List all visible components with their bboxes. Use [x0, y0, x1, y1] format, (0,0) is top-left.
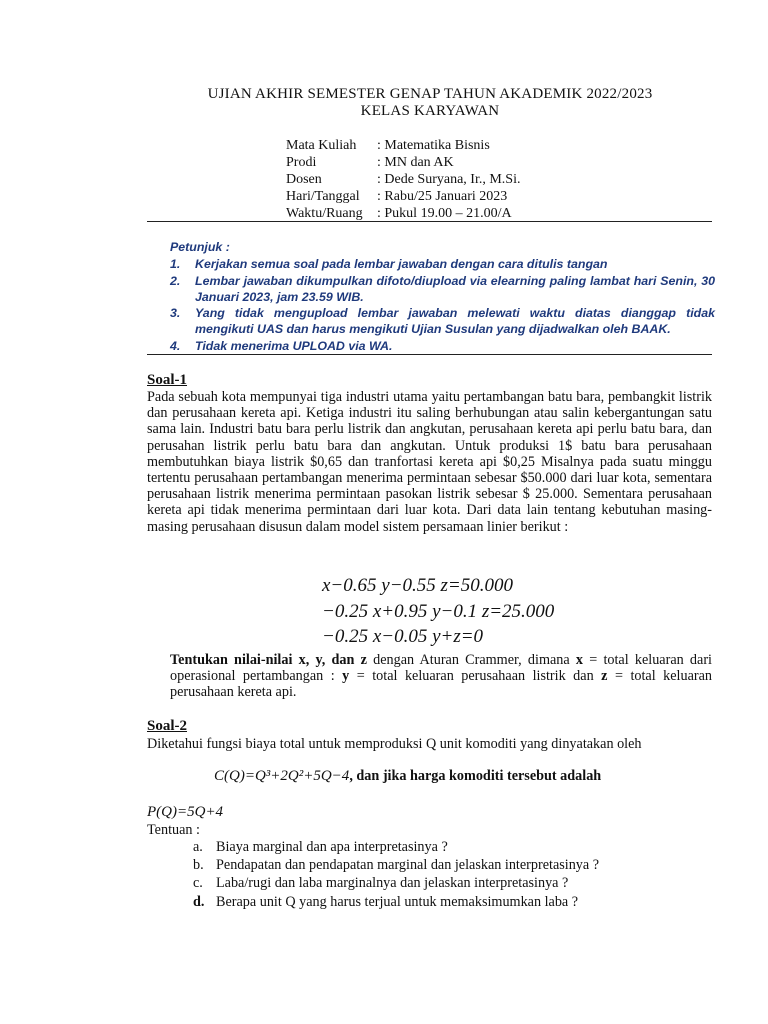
info-value: : Rabu/25 Januari 2023 [377, 189, 508, 204]
info-value: : Dede Suryana, Ir., M.Si. [377, 172, 521, 187]
list-text: Laba/rugi dan laba marginalnya dan jelaskan interpretasinya ? [216, 875, 569, 892]
info-label: Mata Kuliah [286, 138, 357, 153]
task-text: = total keluaran perusahaan listrik dan [349, 668, 602, 685]
info-row-time [286, 205, 520, 222]
cost-function: C(Q)=Q³+2Q²+5Q−4 [214, 768, 350, 784]
list-text: Pendapatan dan pendapatan marginal dan jelaskan interpretasinya ? [216, 857, 600, 874]
instruction-item [170, 256, 715, 272]
equation-3: −0.25 x−0.05 y+z=0 [322, 626, 484, 647]
var-z: z [601, 668, 608, 685]
list-mark: a. [193, 839, 203, 855]
list-item [193, 838, 599, 856]
instruction-number: 4. [170, 338, 181, 353]
soal2-heading: Soal-2 [147, 718, 188, 734]
instruction-item [170, 338, 715, 354]
instruction-number: 3. [170, 306, 181, 321]
info-row-program [286, 154, 520, 171]
info-value: : MN dan AK [377, 155, 454, 170]
soal2-intro: Diketahui fungsi biaya total untuk memproduksi Q unit komoditi yang dinyatakan oleh [147, 736, 642, 752]
instruction-item [170, 273, 715, 306]
list-item [193, 893, 599, 911]
instruction-text: Kerjakan semua soal pada lembar jawaban dengan cara ditulis tangan [195, 257, 608, 272]
instruction-text: Yang tidak mengupload lembar jawaban melewati waktu diatas dianggap tidak mengikuti UAS dan harus mengikuti Ujian Susulan yang dijadwalkan oleh BAAK. [195, 306, 715, 337]
instruction-number: 2. [170, 273, 181, 288]
divider-top [147, 221, 712, 222]
var-x: x [575, 652, 584, 668]
info-label: Prodi [286, 155, 317, 170]
info-row-lecturer [286, 171, 520, 188]
equation-system [322, 573, 554, 650]
instruction-text: Lembar jawaban dikumpulkan difoto/diupload via elearning paling lambat hari Senin, 30 Januari 2023, jam 23.59 WIB. [195, 273, 715, 304]
task-text: dengan Aturan Crammer, dimana [366, 652, 576, 668]
instructions-title: Petunjuk : [170, 240, 230, 254]
var-y: y [342, 668, 350, 685]
info-value: : Pukul 19.00 – 21.00/A [377, 206, 512, 221]
instructions-block [170, 239, 715, 354]
cost-function-line [214, 767, 601, 785]
list-mark: d. [193, 893, 205, 910]
info-label: Dosen [286, 172, 322, 187]
info-value: : Matematika Bisnis [377, 138, 490, 153]
soal1-paragraph: Pada sebuah kota mempunyai tiga industri utama yaitu pertambangan batu bara, pembangkit listrik dan perusahaan kereta api. Ketiga industri itu saling berhubungan atau salin kebergantungan satu sama lain. Industri batu bara perlu listrik dan angkutan, perusahaan kereta api perlu batu bara, dan perusahan listrik perlu batu bara dan angkutan. Untuk produksi 1$ batu bara perusahaan membutuhkan biaya listrik $0,65 dan tranfortasi kereta api $0,25 Misalnya pada suatu minggu tertentu perusahaan pertambangan menerima permintaan sebesar $50.000 dari luar kota, sementara perusahaan listrik menerima permintaan pasokan listrik sebesar $ 25.000. Sementara perusahaan kereta api tidak menerima permintaan dari luar kota. Dari data lain tentang kebutuhan masing-masing perusahaan disusun dalam model sistem persamaan linier berikut : [147, 389, 712, 535]
cost-suffix: , dan jika harga komoditi tersebut adalah [349, 768, 602, 784]
list-mark: c. [193, 875, 203, 892]
info-label: Waktu/Ruang [286, 206, 363, 221]
soal1-task [170, 652, 712, 701]
exam-title: UJIAN AKHIR SEMESTER GENAP TAHUN AKADEMIK 2022/2023 [207, 86, 653, 102]
task-text: = total keluaran perusahaan kereta api. [170, 668, 712, 701]
list-text: Biaya marginal dan apa interpretasinya ? [216, 839, 448, 855]
list-item [193, 874, 599, 892]
info-label: Hari/Tanggal [286, 189, 360, 204]
list-text: Berapa unit Q yang harus terjual untuk memaksimumkan laba ? [216, 893, 579, 910]
list-item [193, 856, 599, 874]
instruction-item [170, 305, 715, 338]
instruction-number: 1. [170, 257, 181, 272]
exam-subtitle: KELAS KARYAWAN [360, 103, 500, 119]
price-function: P(Q)=5Q+4 [147, 804, 224, 820]
task-text: = total keluaran dari operasional pertambangan : [170, 652, 712, 685]
exam-info-table [286, 137, 520, 222]
tentuan-label: Tentuan : [147, 822, 200, 838]
task-bold: Tentukan nilai-nilai x, y, dan z [170, 652, 367, 668]
divider-bottom [147, 354, 712, 355]
equation-1: x−0.65 y−0.55 z=50.000 [322, 575, 513, 596]
list-mark: b. [193, 857, 204, 874]
info-row-date [286, 188, 520, 205]
soal1-heading: Soal-1 [147, 372, 188, 388]
info-row-course [286, 137, 520, 154]
instruction-text: Tidak menerima UPLOAD via WA. [195, 338, 393, 353]
equation-2: −0.25 x+0.95 y−0.1 z=25.000 [322, 600, 555, 622]
soal2-questions [193, 838, 599, 911]
